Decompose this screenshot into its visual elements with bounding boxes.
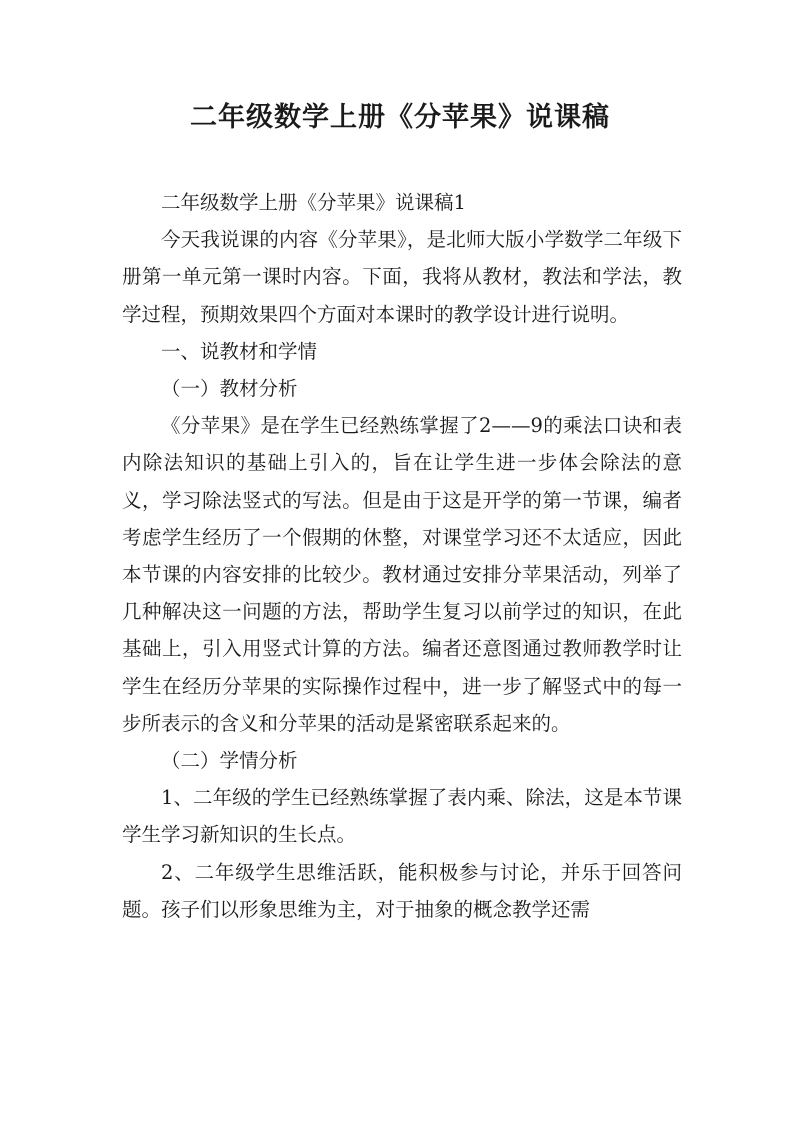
intro-paragraph: 今天我说课的内容《分苹果》，是北师大版小学数学二年级下册第一单元第一课时内容。下面，我将从教材，教法和学法，教学过程，预期效果四个方面对本课时的教学设计进行说明。 xyxy=(122,228,682,326)
student-analysis-point: 1、二年级的学生已经熟练掌握了表内乘、除法，这是本节课学生学习新知识的生长点。 xyxy=(122,786,682,847)
subsection-heading: （二）学情分析 xyxy=(161,749,298,773)
section-heading: 二年级数学上册《分苹果》说课稿1 xyxy=(161,191,466,214)
textbook-analysis-paragraph: 《分苹果》是在学生已经熟练掌握了2——9的乘法口诀和表内除法知识的基础上引入的，旨在让学生进一步体会除法的意义，学习除法竖式的写法。但是由于这是开学的第一节课，编者考虑学生经历了一个假期的休整，对课堂学习还不太适应，因此本节课的内容安排的比较少。教材通过安排分苹果活动，列举了几种解决这一问题的方法，帮助学生复习以前学过的知识，在此基础上，引入用竖式计算的方法。编者还意图通过教师教学时让学生在经历分苹果的实际操作过程中，进一步了解竖式中的每一步所表示的含义和分苹果的活动是紧密联系起来的。 xyxy=(122,414,682,735)
document-body xyxy=(122,184,682,928)
student-analysis-point: 2、二年级学生思维活跃，能积极参与讨论，并乐于回答问题。孩子们以形象思维为主，对于抽象的概念教学还需 xyxy=(122,860,682,921)
section-heading: 一、说教材和学情 xyxy=(161,339,318,363)
subsection-heading: （一）教材分析 xyxy=(161,377,298,401)
document-title: 二年级数学上册《分苹果》说课稿 xyxy=(190,102,610,133)
